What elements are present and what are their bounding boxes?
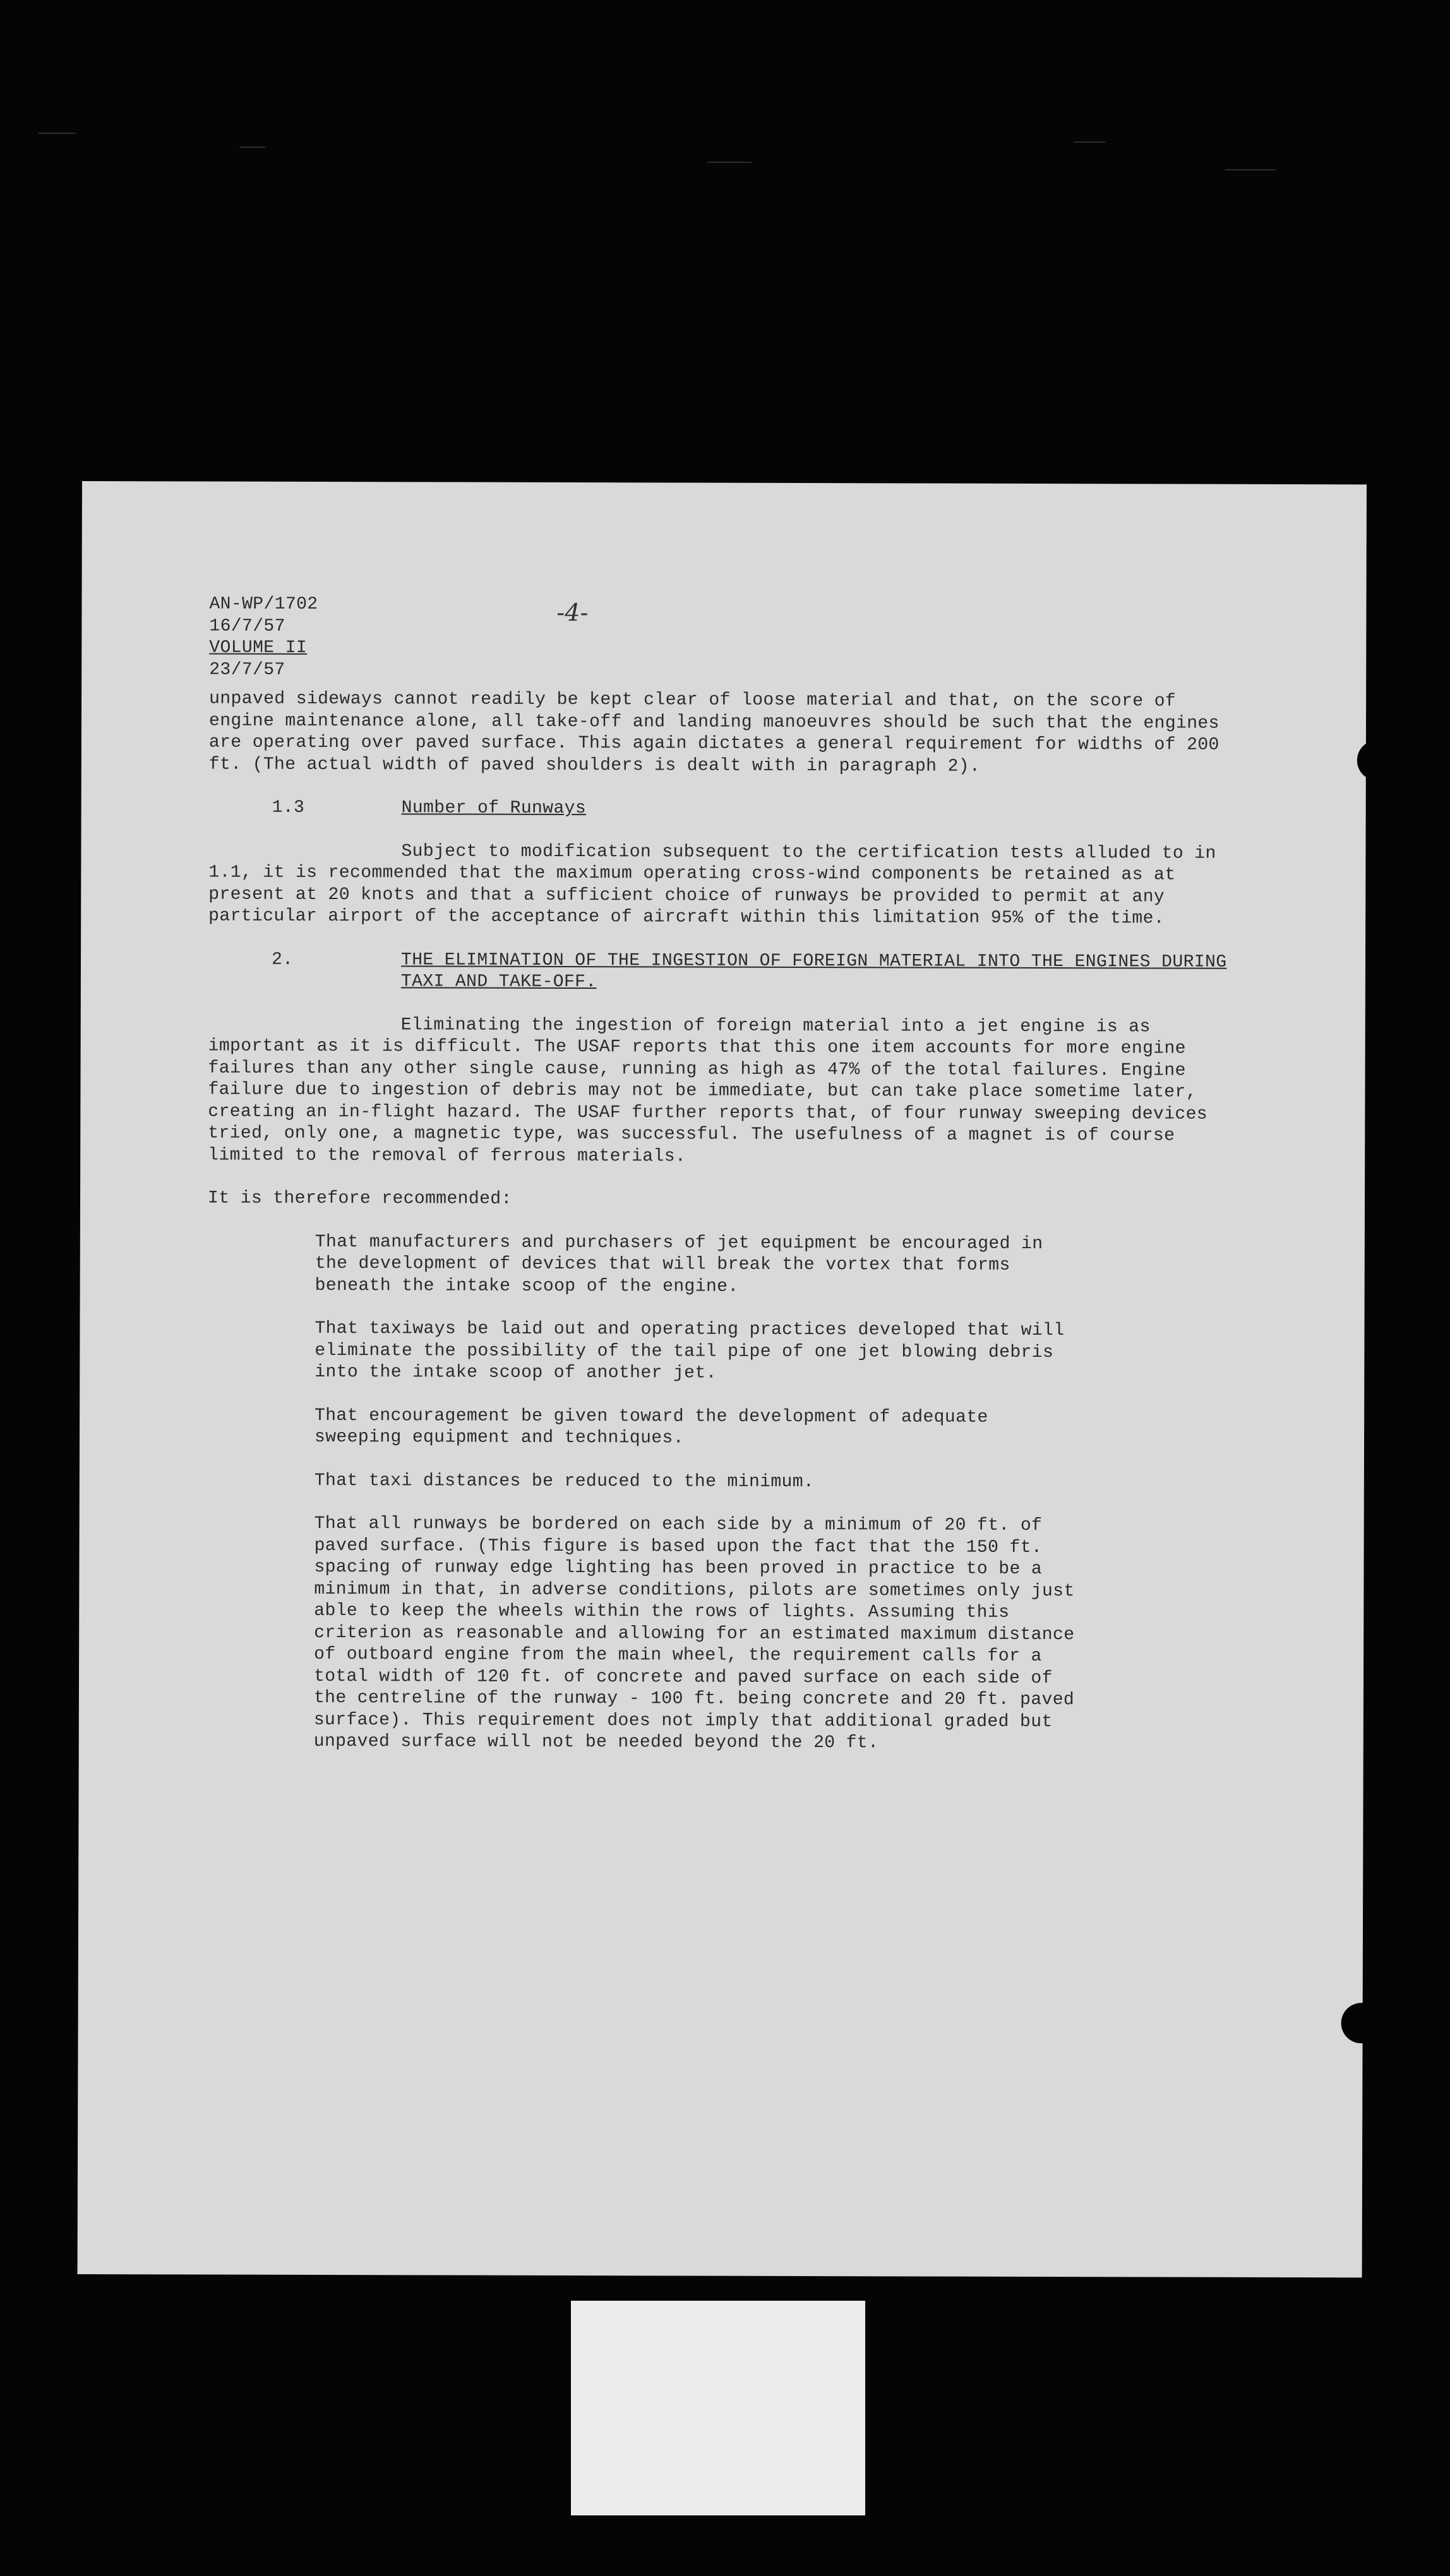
- section-title: Number of Runways: [401, 798, 587, 819]
- section-1-3-paragraph: Subject to modification subsequent to the certification tests alluded to in 1.1, it is recommended that the maximum operating cross-wind components be retained as at present at 20 knots and that a sufficient choice of runways be provided to permit at any particular airport of the acceptance of aircraft within this limitation 95% of the time.: [208, 841, 1216, 929]
- document-revision-date: 23/7/57: [209, 660, 285, 680]
- section-1-3-heading: [209, 797, 1245, 822]
- recommendation-item: That manufacturers and purchasers of jet equipment be encouraged in the development of devices that will break the vortex that forms beneath the intake scoop of the engine.: [315, 1232, 1043, 1297]
- section-2-heading: [208, 949, 1244, 995]
- scan-artifact: [1074, 141, 1105, 143]
- section-2-paragraph: Eliminating the ingestion of foreign material into a jet engine is as important as it is difficult. The USAF reports that this one item accounts for more engine failures than any other single cause, running as high as 47% of the total failures. Engine failure due to ingestion of debris may not be immediate, but can take place sometime later, creating an in-flight hazard. The USAF further reports that, of four runway sweeping devices tried, only one, a magnetic type, was successful. The usefulness of a magnet is of course limited to the removal of ferrous materials.: [208, 1015, 1208, 1167]
- document-page: [78, 481, 1367, 2277]
- recommendation-item: That taxiways be laid out and operating practices developed that will eliminate the possibility of the tail pipe of one jet blowing debris into the intake scoop of another jet.: [315, 1318, 1065, 1383]
- document-body: [207, 689, 1245, 1777]
- punch-hole: [1357, 740, 1398, 780]
- recommendation-intro: It is therefore recommended:: [207, 1188, 512, 1209]
- recommendation-item: That all runways be bordered on each side by a minimum of 20 ft. of paved surface. (This figure is based upon the fact that the 150 ft. spacing of runway edge lighting has been proved in practice to be a minimum in that, in adverse conditions, pilots are sometimes only just able to keep the wheels within the rows of lights. Assuming this criterion as reasonable and allowing for an estimated maximum distance of outboard engine from the main wheel, the requirement calls for a total width of 120 ft. of concrete and paved surface on each side of the centreline of the runway - 100 ft. being concrete and 20 ft. paved surface). This requirement does not imply that additional graded but unpaved surface will not be needed beyond the 20 ft.: [313, 1513, 1075, 1753]
- document-header: [209, 594, 318, 681]
- scan-artifact: [1225, 169, 1276, 170]
- scan-artifact: [707, 162, 752, 163]
- scan-artifact: [240, 146, 265, 148]
- document-ref: AN-WP/1702: [209, 594, 318, 614]
- document-volume: VOLUME II: [209, 638, 308, 658]
- recommendation-list: [314, 1231, 1086, 1755]
- scan-artifact: [38, 133, 76, 134]
- section-title: THE ELIMINATION OF THE INGESTION OF FOREIGN MATERIAL INTO THE ENGINES DURING TAXI AND TAKE-OFF.: [400, 950, 1227, 993]
- section-number: 1.3: [272, 797, 305, 818]
- page-number: -4-: [556, 598, 589, 627]
- intro-paragraph: unpaved sideways cannot readily be kept clear of loose material and that, on the score of engine maintenance alone, all take-off and landing manoeuvres should be such that the engines are operating over paved surface. This again dictates a general requirement for widths of 200 ft. (The actual width of paved shoulders is dealt with in paragraph 2).: [208, 689, 1219, 777]
- paper-slip: [571, 2301, 865, 2515]
- recommendation-item: That taxi distances be reduced to the minimum.: [314, 1470, 815, 1492]
- section-number: 2.: [271, 950, 294, 970]
- punch-hole: [1341, 2003, 1382, 2043]
- document-date: 16/7/57: [209, 616, 285, 636]
- recommendation-item: That encouragement be given toward the development of adequate sweeping equipment and techniques.: [314, 1405, 988, 1448]
